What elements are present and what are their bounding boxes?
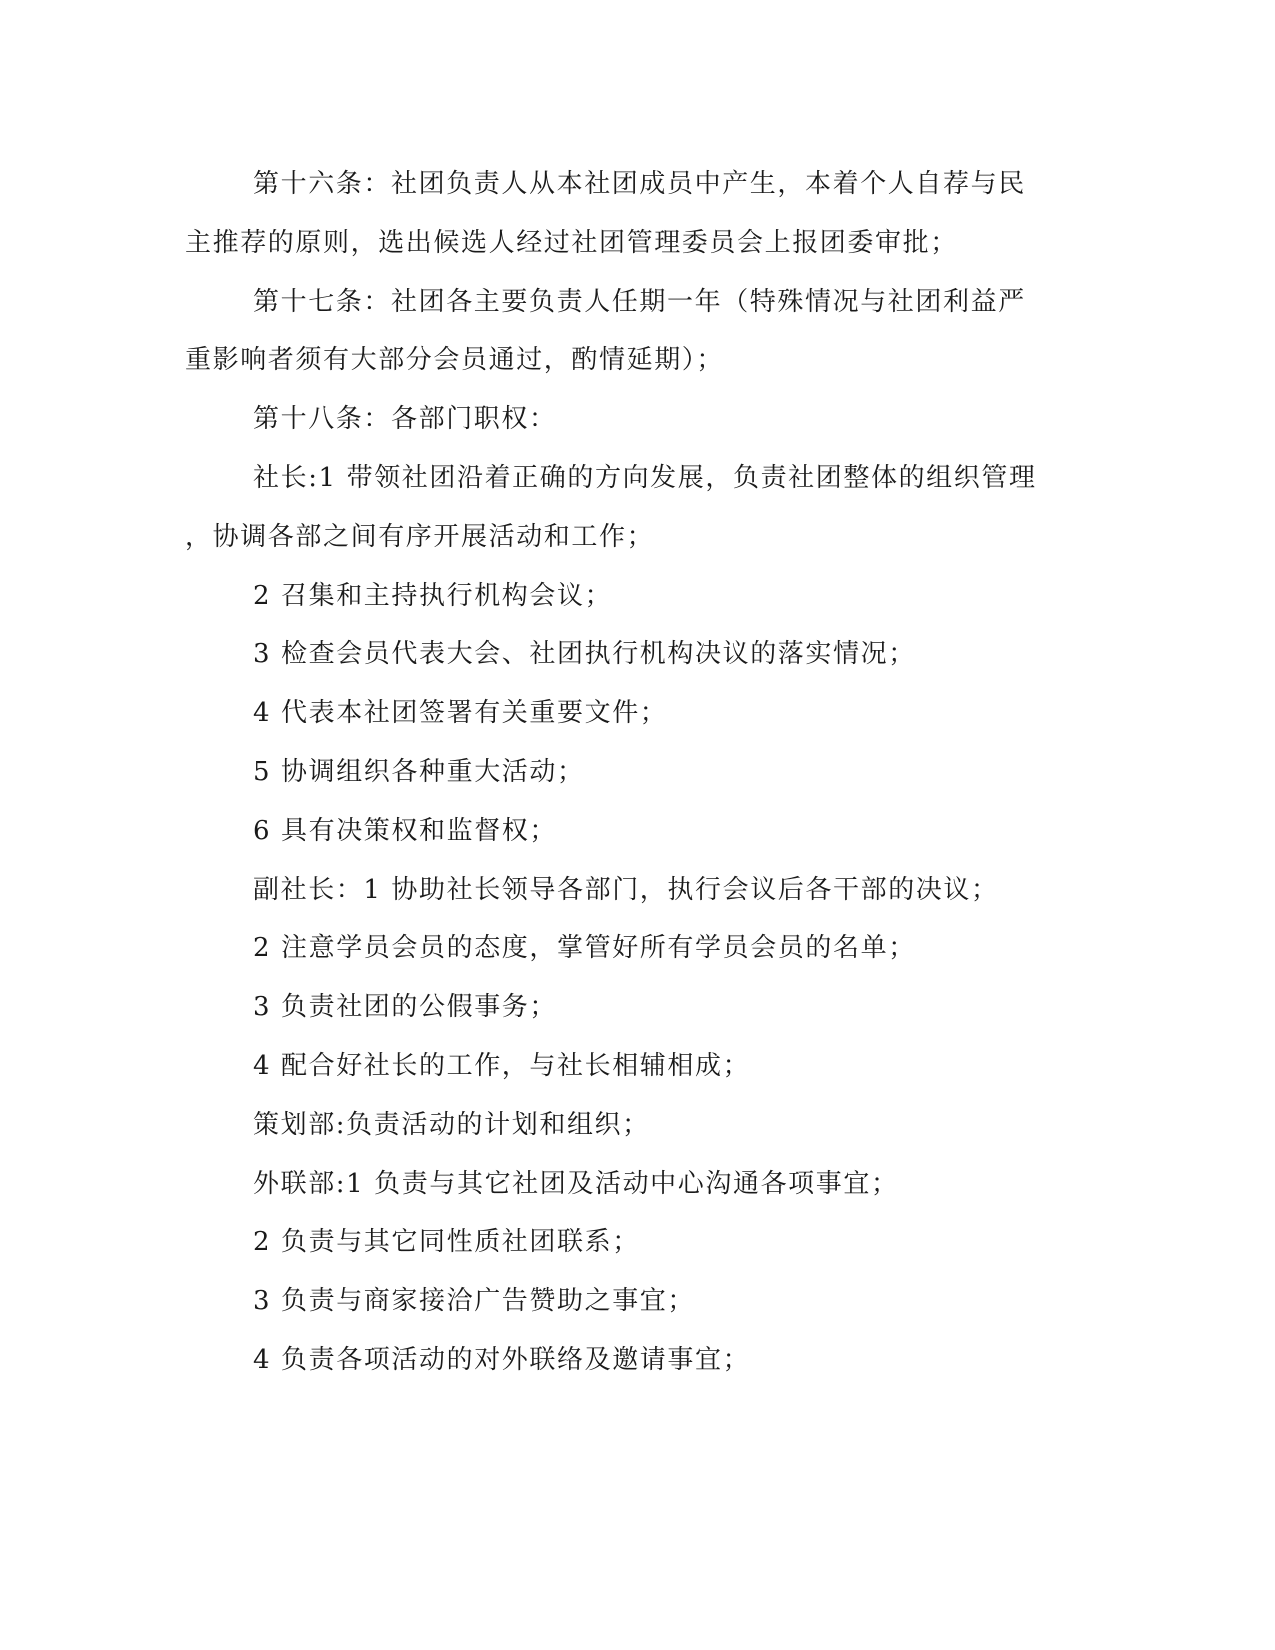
document-line: 2 注意学员会员的态度，掌管好所有学员会员的名单； — [253, 933, 916, 964]
document-line: 第十七条：社团各主要负责人任期一年（特殊情况与社团利益严 — [253, 286, 1026, 317]
document-line: 副社长：1 协助社长领导各部门，执行会议后各干部的决议； — [253, 874, 999, 905]
document-line: 策划部:负责活动的计划和组织； — [253, 1109, 650, 1140]
document-line: 社长:1 带领社团沿着正确的方向发展，负责社团整体的组织管理 — [253, 462, 1037, 493]
document-line: 第十八条：各部门职权： — [253, 404, 557, 435]
document-line: 主推荐的原则，选出候选人经过社团管理委员会上报团委审批； — [185, 227, 958, 258]
document-line: 4 负责各项活动的对外联络及邀请事宜； — [253, 1344, 751, 1375]
document-line: 2 负责与其它同性质社团联系； — [253, 1227, 640, 1258]
document-line: 4 代表本社团签署有关重要文件； — [253, 698, 668, 729]
document-line: 2 召集和主持执行机构会议； — [253, 580, 613, 611]
document-line: 外联部:1 负责与其它社团及活动中心沟通各项事宜； — [253, 1168, 899, 1199]
document-body — [185, 155, 1045, 1390]
document-line: 3 负责与商家接洽广告赞助之事宜； — [253, 1286, 696, 1317]
document-line: 3 负责社团的公假事务； — [253, 992, 558, 1023]
document-line: 重影响者须有大部分会员通过，酌情延期）； — [185, 345, 725, 376]
document-line: 5 协调组织各种重大活动； — [253, 756, 585, 787]
document-line: 第十六条：社团负责人从本社团成员中产生，本着个人自荐与民 — [253, 169, 1026, 199]
document-line: 3 检查会员代表大会、社团执行机构决议的落实情况； — [253, 639, 916, 670]
document-line: 4 配合好社长的工作，与社长相辅相成； — [253, 1050, 751, 1081]
document-line: 6 具有决策权和监督权； — [253, 815, 558, 846]
document-line: ，协调各部之间有序开展活动和工作； — [185, 521, 655, 552]
